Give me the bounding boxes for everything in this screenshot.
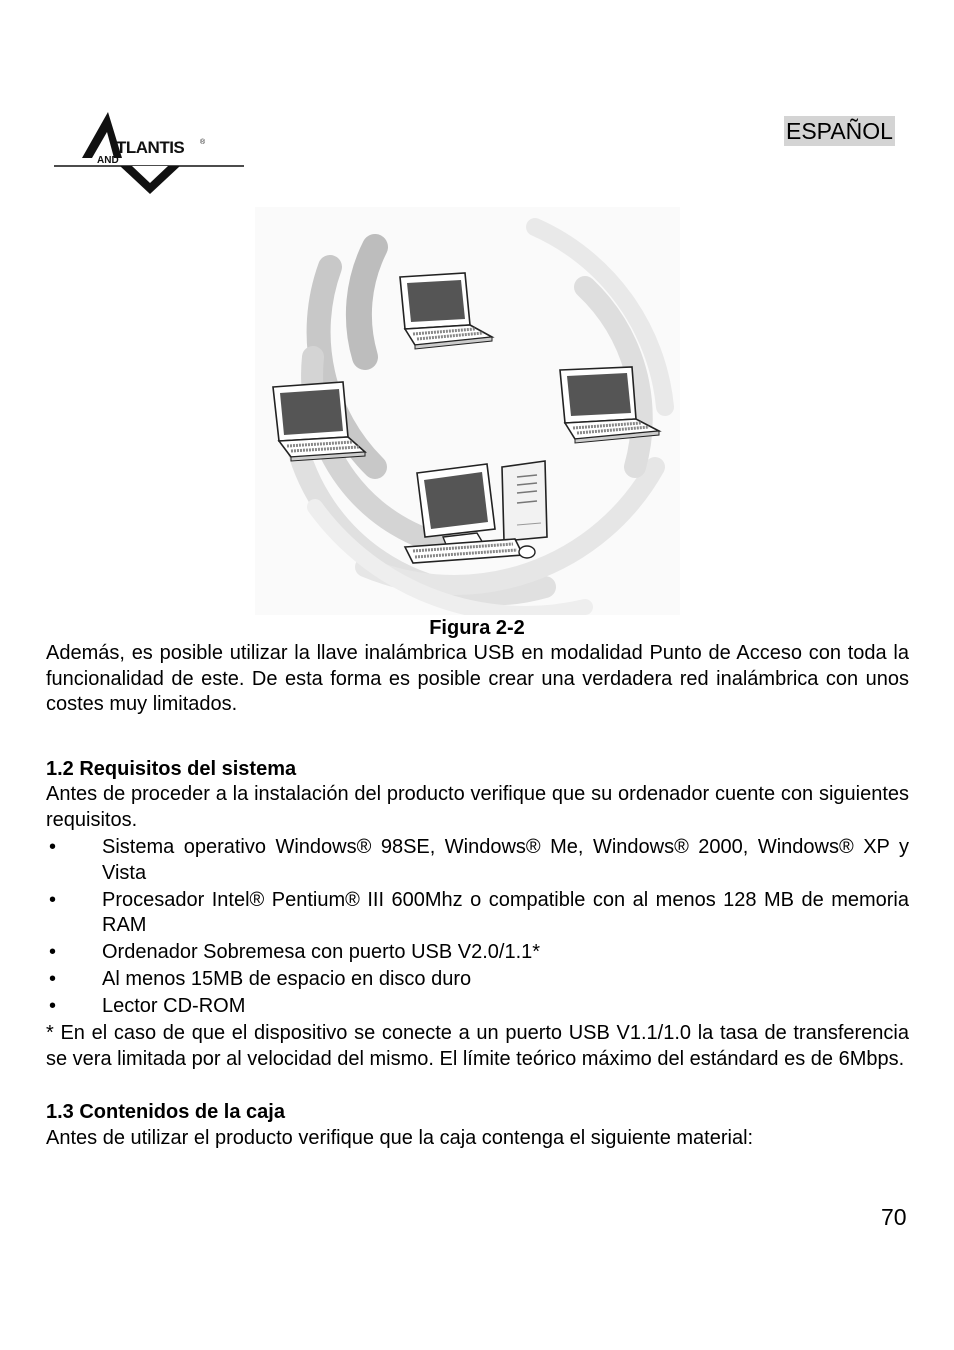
svg-text:®: ® — [200, 139, 206, 146]
bullet-icon: • — [49, 941, 57, 963]
bullet-icon: • — [49, 888, 57, 911]
contents-heading: 1.3 Contenidos de la caja — [46, 1101, 285, 1123]
figure-caption: Figura 2-2 — [429, 617, 525, 639]
bullet-icon: • — [49, 968, 57, 990]
language-label: ESPAÑOL — [786, 118, 893, 144]
desktop-computer-icon — [405, 461, 547, 563]
requirements-list — [46, 835, 909, 1020]
requirements-heading: 1.2 Requisitos del sistema — [46, 757, 297, 780]
usb-note: * En el caso de que el dispositivo se conecte a un puerto USB V1.1/1.0 la tasa de transferencia se vera limitada por al velocidad del mismo. El límite teórico máximo del estándard es de 6Mbps. — [46, 1022, 909, 1070]
svg-text:AND: AND — [97, 155, 119, 166]
list-item: • Lector CD-ROM — [46, 994, 909, 1020]
requirements-intro: Antes de proceder a la instalación del producto verifique que su ordenador cuente con siguientes requisitos. — [46, 783, 909, 831]
list-item: • Procesador Intel® Pentium® III 600Mhz o compatible con al menos 128 MB de memoria RAM — [49, 888, 909, 936]
page-number: 70 — [881, 1204, 907, 1230]
wireless-network-illustration — [255, 207, 680, 615]
intro-paragraph: Además, es posible utilizar la llave inalámbrica USB en modalidad Punto de Acceso con toda la funcionalidad de este. De esta forma es posible crear una verdadera red inalámbrica con unos costes muy limitados. — [46, 642, 909, 715]
bullet-icon: • — [49, 995, 57, 1017]
bullet-icon: • — [49, 836, 57, 858]
list-item: • Al menos 15MB de espacio en disco duro — [46, 967, 909, 993]
svg-text:TLANTIS: TLANTIS — [116, 138, 185, 157]
list-item: • Sistema operativo Windows® 98SE, Windows® Me, Windows® 2000, Windows® XP y Vista — [49, 836, 909, 884]
contents-intro: Antes de utilizar el producto verifique que la caja contenga el siguiente material: — [46, 1126, 754, 1149]
list-item: • Ordenador Sobremesa con puerto USB V2.0/1.1* — [46, 940, 909, 966]
atlantis-logo — [50, 108, 250, 198]
page-content — [46, 641, 909, 1151]
